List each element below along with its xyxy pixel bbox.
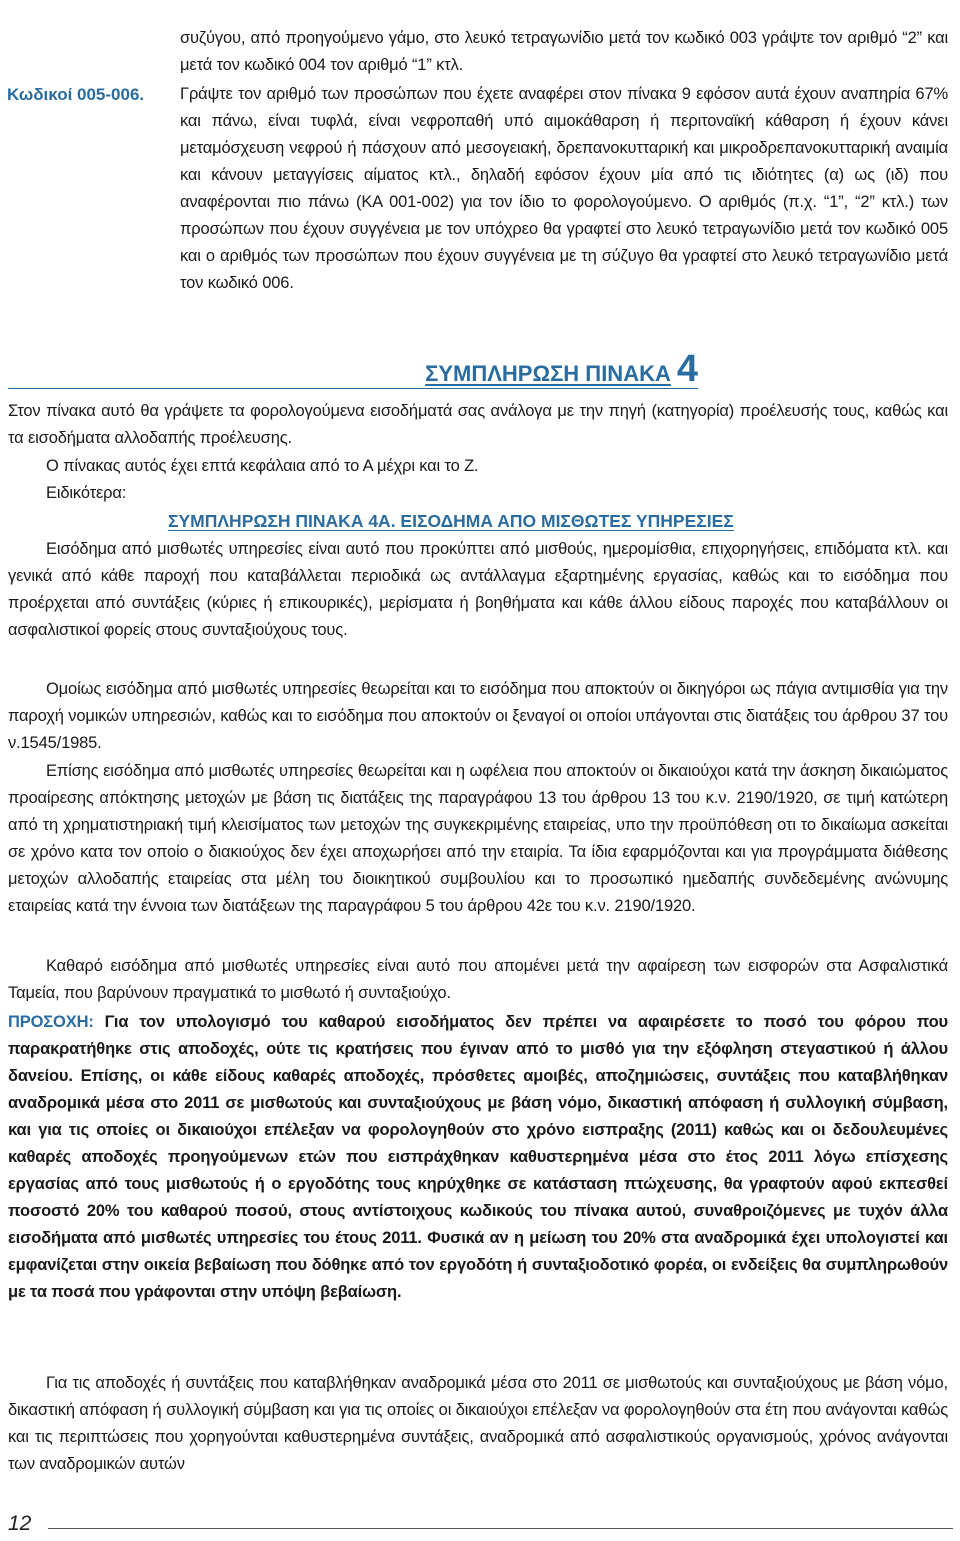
subsection-title-text: ΣΥΜΠΛΗΡΩΣΗ ΠΙΝΑΚΑ 4Α. ΕΙΣΟΔΗΜΑ ΑΠΟ ΜΙΣΘΩΤΕΣ ΥΠΗΡΕΣΙΕΣ — [168, 511, 734, 531]
subsection-title-pad — [734, 508, 740, 535]
section-intro: Στον πίνακα αυτό θα γράψετε τα φορολογούμενα εισοδήματά σας ανάλογα με την πηγή (κατηγορία) προέλευσής τους, καθώς και τα εισοδήματα αλλοδαπής προέλευσης. — [8, 402, 948, 447]
section-header — [8, 346, 698, 389]
attention-paragraph — [8, 1009, 948, 1306]
paragraph-retroactive: Για τις αποδοχές ή συντάξεις που καταβλήθηκαν αναδρομικά μέσα στο 2011 σε μισθωτούς και συνταξιούχους με βάση νόμο, δικαστική απόφαση ή συλλογική σύμβαση και για τις οποίες οι δικαιούχοι επέλεξαν να φορολογηθούν στα έτη που ανάγονται καθώς και τις περιπτώσεις που χορηγούνται καθυστερημένα συντάξεις, αναδρομικά από ασφαλιστικούς οργανισμούς, χρόνος ανάγονται των αναδρομικών αυτών — [8, 1374, 948, 1473]
subsection-title — [168, 508, 740, 535]
paragraph-lawyers-guides: Ομοίως εισόδημα από μισθωτές υπηρεσίες θεωρείται και το εισόδημα που αποκτούν οι δικηγόροι ως πάγια αντιμισθία για την παροχή νομικών υπηρεσιών, καθώς και το εισόδημα που αποκτούν οι ξεναγοί οι οποίοι υπάγονται στις διατάξεις του άρθρου 37 του ν.1545/1985. — [8, 680, 948, 752]
paragraph-continuation: συζύγου, από προηγούμενο γάμο, στο λευκό τετραγωνίδιο μετά τον κωδικό 003 γράψτε τον αριθμό “2” και μετά τον κωδικό 004 τον αριθμό “1” κτλ. — [180, 29, 948, 74]
footer-rule — [48, 1528, 953, 1529]
section-title-text: ΣΥΜΠΛΗΡΩΣΗ ΠΙΝΑΚΑ — [425, 361, 671, 386]
codes-label: Κωδικοί 005-006. — [7, 85, 145, 104]
page-number: 12 — [8, 1512, 32, 1535]
paragraph-stock-options: Επίσης εισόδημα από μισθωτές υπηρεσίες θεωρείται και η ωφέλεια που αποκτούν οι δικαιούχοι κατά την άσκηση δικαιώματος προαίρεσης απόκτησης μετοχών με βάση τις διατάξεις της παραγράφου 13 του άρθρου 13 του κ.ν. 2190/1920, σε τιμή κατώτερη από τη χρηματιστηριακή τιμή κλεισίματος των μετοχών της συγκεκριμένης εταιρείας, υπο την προϋπόθεση οτι το δικαίωμα ασκείται σε χρόνο κατα τον οποίο ο διακιούχος δεν έχει αποχωρήσει από την εταιρία. Τα ίδια εφαρμόζονται και για προγράμματα διάθεσης μετοχών αλλοδαπής εταιρείας στα μέλη του διοικητικού συμβουλίου και το προσωπικό ημεδαπής συνδεδεμένης ανώνυμης εταιρείας κατά την έννοια των διατάξεων της παραγράφου 5 του άρθρου 42ε του κ.ν. 2190/1920. — [8, 762, 948, 915]
paragraph-codes-005-006: Γράψτε τον αριθμό των προσώπων που έχετε αναφέρει στον πίνακα 9 εφόσον αυτά έχουν αναπηρία 67% και πάνω, είναι τυφλά, είναι νεφροπαθή υπό αιμοκάθαρση ή περιτοναϊκή κάθαρση ή έχουν κάνει μεταμόσχευση νεφρού ή πάσχουν από μεσογειακή, δρεπανοκυτταρική και μικροδρεπανοκυτταρική αναιμία και κάνουν μεταγγίσεις αίματος κτλ., δηλαδή εφόσον έχουν μία από τις ιδιότητες (α) ως (ιδ) που αναφέρονται πιο πάνω (ΚΑ 001-002) για τον ίδιο το φορολογούμενο. Ο αριθμός (π.χ. “1”, “2” κτλ.) των προσώπων που έχουν συγγένεια με τον υπόχρεο θα γραφτεί στο λευκό τετραγωνίδιο μετά τον κωδικό 005 και ο αριθμός των προσώπων που έχουν συγγένεια με τη σύζυγο θα γραφτεί στο λευκό τετραγωνίδιο μετά τον κωδικό 006. — [180, 85, 948, 292]
attention-text: Για τον υπολογισμό του καθαρού εισοδήματος δεν πρέπει να αφαιρέσετε το ποσό του φόρου που παρακρατήθηκε στις αποδοχές, ούτε τις κρατήσεις που έγιναν από το μισθό για την εξόφληση στεγαστικού ή άλλου δανείου. Επίσης, οι κάθε είδους καθαρές αποδοχές, πρόσθετες αμοιβές, αποζημιώσεις, συντάξεις που καταβλήθηκαν αναδρομικά μέσα στο 2011 σε μισθωτούς και συνταξιούχους με βάση νόμο, δικαστική απόφαση ή συλλογική σύμβαση, και για τις οποίες οι δικαιούχοι επέλεξαν να φορολογηθούν στο χρόνο εισπραξης (2011) καθώς και οι δεδουλευμένες καθαρές αποδοχές προηγούμενων ετών που εισπράχθηκαν καθυστερημένα μέσα στο έτος 2011 λόγω επίσχεσης εργασίας από τους μισθωτούς ή ο εργοδότης τους κηρύχθηκε σε κατάσταση πτώχευσης, θα γραφτούν αφού εκπεσθεί ποσοστό 20% του καθαρού ποσού, στους αντίστοιχους κωδικούς του πίνακα αυτού, συναθροιζόμενες με τυχόν άλλα εισοδήματα από μισθωτές υπηρεσίες του έτους 2011. Φυσικά αν η μείωση του 20% στα αναδρομικά έχει υπολογιστεί και εμφανίζεται στην οικεία βεβαίωση που δόθηκε από τον εργοδότη ή συνταξιοδοτικό φορέα, οι ενδείξεις θα συμπληρωθούν με τα ποσά που γράφονται στην υπόψη βεβαίωση. — [8, 1013, 948, 1301]
section-title-number: 4 — [676, 348, 698, 390]
section-intro-3: Ειδικότερα: — [46, 484, 127, 502]
section-intro-2: Ο πίνακας αυτός έχει επτά κεφάλαια από το Α μέχρι και το Ζ. — [46, 457, 479, 475]
paragraph-net-income: Καθαρό εισόδημα από μισθωτές υπηρεσίες είναι αυτό που απομένει μετά την αφαίρεση των εισφορών στα Ασφαλιστικά Ταμεία, που βαρύνουν πραγματικά το μισθωτό ή συνταξιούχο. — [8, 957, 948, 1002]
attention-label: ΠΡΟΣΟΧΗ: — [8, 1013, 94, 1031]
section-title — [425, 348, 698, 390]
paragraph-employment-income: Εισόδημα από μισθωτές υπηρεσίες είναι αυτό που προκύπτει από μισθούς, ημερομίσθια, επιχορηγήσεις, επιδόματα κτλ. και γενικά από κάθε παροχή που καταβάλλεται περιοδικά ως αντάλλαγμα εξαρτημένης εργασίας, καθώς και το εισόδημα που προέρχεται από συντάξεις (κύριες ή επικουρικές), μερίσματα ή βοηθήματα και κάθε άλλου είδους παροχές που καταβάλλουν οι ασφαλιστικοί φορείς στους συνταξιούχους τους. — [8, 540, 948, 639]
